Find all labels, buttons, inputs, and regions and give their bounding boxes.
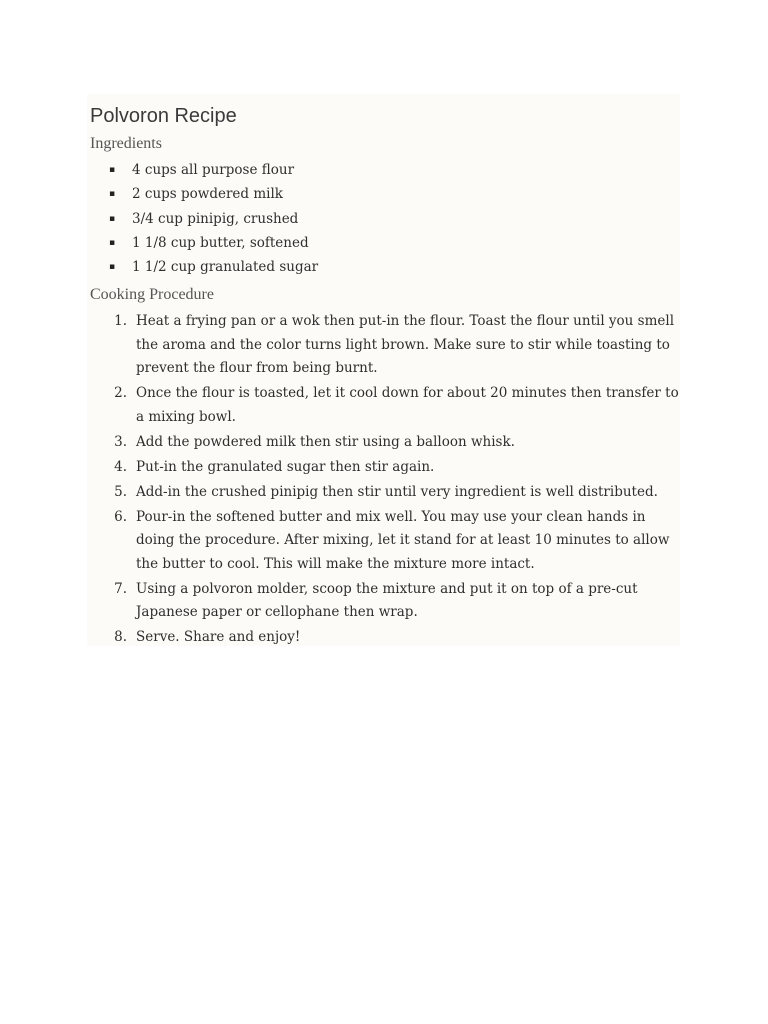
ingredient-text: 2 cups powdered milk <box>132 186 283 203</box>
bullet-icon: ▪ <box>109 165 116 175</box>
step-text: Pour-in the softened butter and mix well. You may use your clean hands in doing the procedure. After mixing, let it stand for at least 10 minutes to allow the butter to cool. This will make the mixture more intact. <box>136 508 670 572</box>
procedure-step <box>87 578 680 625</box>
step-number: 6. <box>114 508 127 525</box>
ingredient-item <box>87 207 680 231</box>
step-text: Heat a frying pan or a wok then put-in the flour. Toast the flour until you smell the aroma and the color turns light brown. Make sure to stir while toasting to prevent the flour from being burnt. <box>136 313 675 376</box>
procedure-heading: Cooking Procedure <box>90 286 214 303</box>
ingredient-text: 1 1/2 cup granulated sugar <box>132 259 319 276</box>
ingredients-heading: Ingredients <box>90 135 162 152</box>
bullet-icon: ▪ <box>109 213 116 224</box>
step-text: Serve. Share and enjoy! <box>136 629 301 645</box>
ingredient-text: 4 cups all purpose flour <box>132 162 295 178</box>
bullet-icon: ▪ <box>109 189 116 200</box>
procedure-step <box>87 481 680 505</box>
step-number: 2. <box>114 385 127 401</box>
step-text: Add-in the crushed pinipig then stir until very ingredient is well distributed. <box>136 483 658 500</box>
procedure-step <box>87 310 680 381</box>
step-number: 3. <box>114 433 127 450</box>
procedure-steps-list <box>87 310 680 651</box>
step-number: 7. <box>114 580 127 597</box>
step-text: Once the flour is toasted, let it cool down for about 20 minutes then transfer to a mixing bowl. <box>136 385 679 425</box>
ingredient-item <box>87 255 680 279</box>
procedure-step <box>87 626 680 650</box>
step-number: 1. <box>114 313 127 329</box>
page-title: Polvoron Recipe <box>90 105 237 127</box>
ingredient-item <box>87 182 680 206</box>
procedure-step <box>87 506 680 577</box>
ingredient-item <box>87 231 680 255</box>
step-text: Add the powdered milk then stir using a balloon whisk. <box>136 433 515 450</box>
procedure-step <box>87 431 680 455</box>
procedure-step <box>87 456 680 480</box>
step-number: 5. <box>114 483 127 500</box>
step-number: 4. <box>114 458 127 475</box>
step-text: Using a polvoron molder, scoop the mixture and put it on top of a pre-cut Japanese paper or cellophane then wrap. <box>136 580 638 620</box>
recipe-card <box>87 94 680 646</box>
ingredients-list <box>87 158 680 279</box>
bullet-icon: ▪ <box>109 237 116 248</box>
step-text: Put-in the granulated sugar then stir again. <box>136 458 435 475</box>
ingredient-text: 3/4 cup pinipig, crushed <box>132 210 299 227</box>
ingredient-text: 1 1/8 cup butter, softened <box>132 234 309 251</box>
procedure-step <box>87 382 680 429</box>
step-number: 8. <box>114 629 127 645</box>
ingredient-item <box>87 158 680 182</box>
bullet-icon: ▪ <box>109 262 116 273</box>
